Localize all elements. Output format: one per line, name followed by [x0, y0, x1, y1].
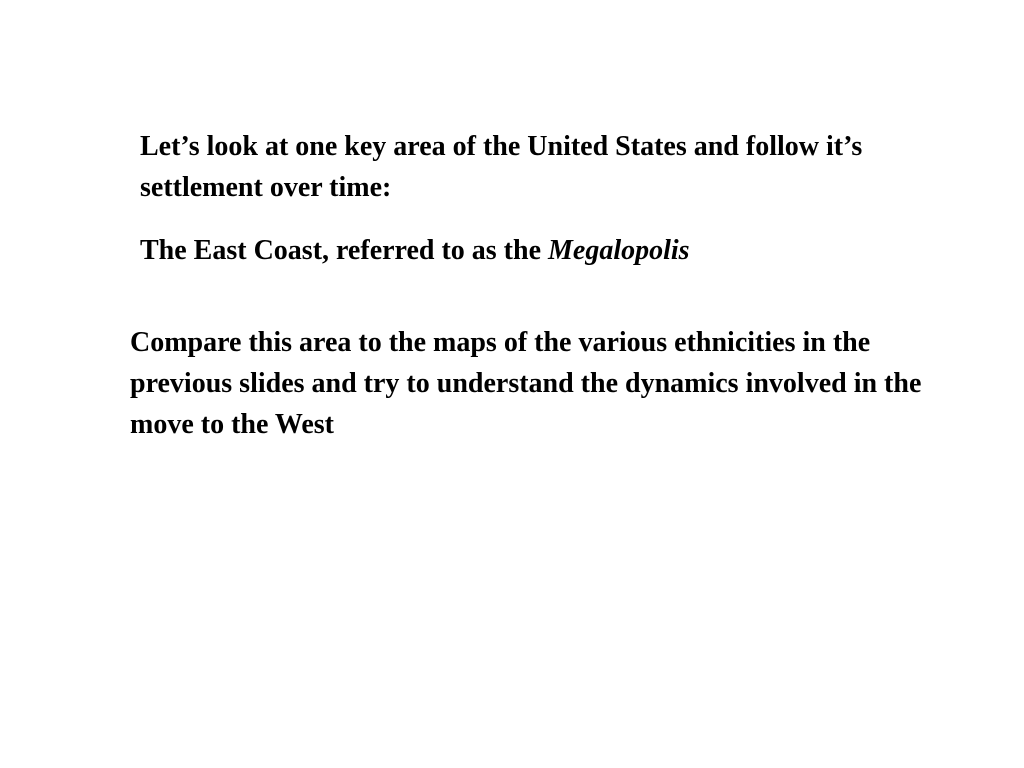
megalopolis-term: Megalopolis [548, 235, 690, 266]
compare-paragraph: Compare this area to the maps of the various ethnicities in the previous slides and try to understand the dynamics involved in the move to the West [130, 327, 922, 440]
intro-paragraph: Let’s look at one key area of the United States and follow it’s settlement over time: [140, 131, 863, 203]
east-coast-heading [140, 230, 900, 271]
east-coast-text: The East Coast, referred to as the [140, 235, 549, 266]
